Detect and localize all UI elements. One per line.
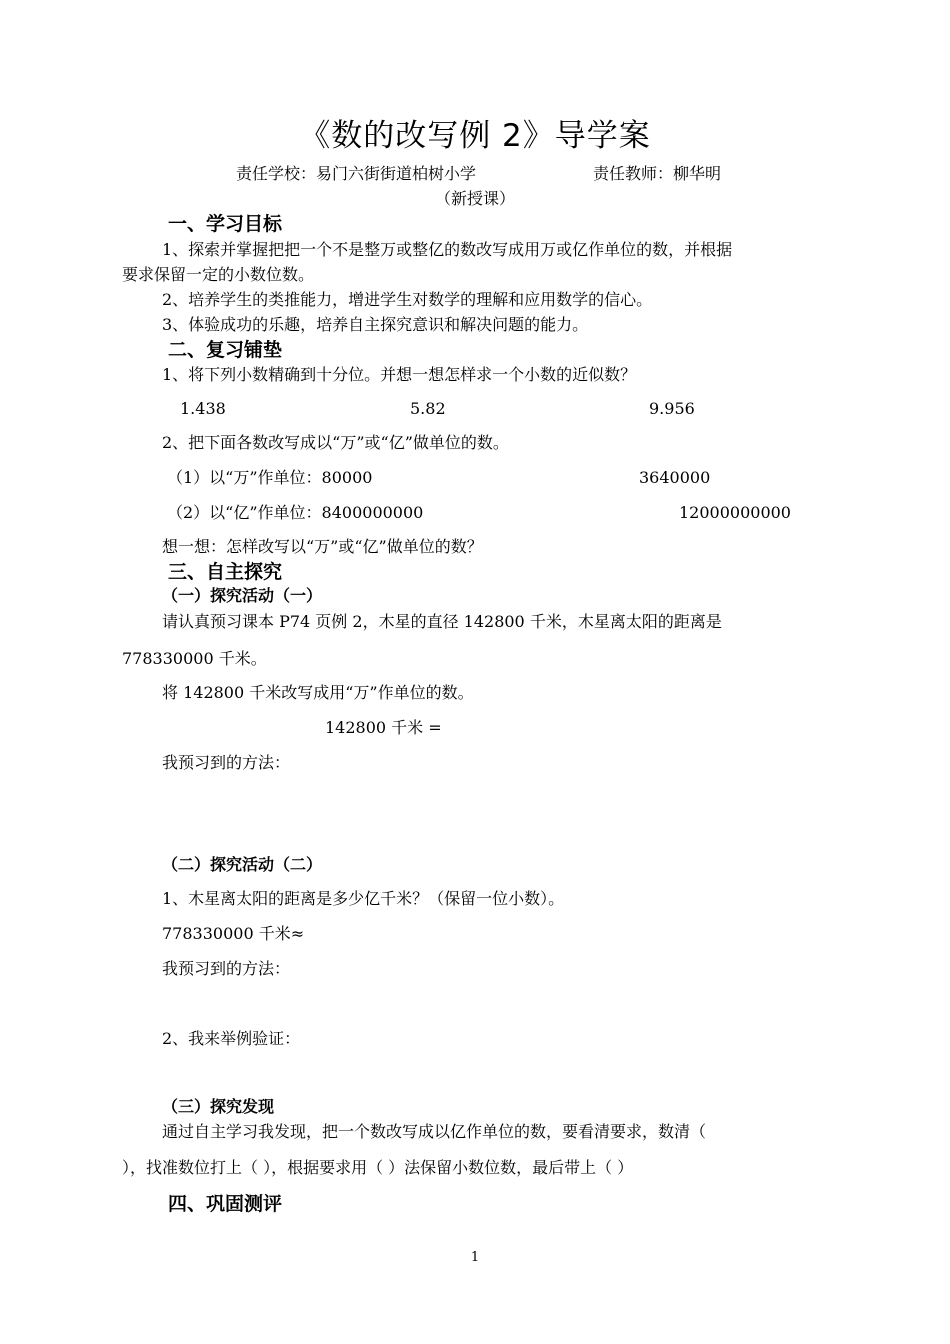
school-info: 责任学校：易门六街街道柏树小学	[236, 164, 477, 183]
page-number: 1	[470, 1250, 480, 1265]
goal-1-cont: 要求保留一定的小数位数。	[122, 265, 315, 284]
section-heading-assessment: 四、巩固测评	[168, 1193, 283, 1215]
activity-1-task: 将 142800 千米改写成用“万”作单位的数。	[162, 683, 474, 702]
activity-1-heading: （一）探究活动（一）	[162, 586, 323, 605]
activity-2-method: 我预习到的方法：	[162, 959, 291, 978]
section-heading-review: 二、复习铺垫	[168, 339, 283, 361]
activity-3-text: 通过自主学习我发现，把一个数改写成以亿作单位的数，要看清要求，数清（	[162, 1122, 707, 1141]
activity-1-method: 我预习到的方法：	[162, 753, 291, 772]
activity-2-question-1: 1、木星离太阳的距离是多少亿千米？（保留一位小数）。	[162, 889, 565, 908]
yi-row-value: 12000000000	[679, 503, 791, 522]
think-question: 想一想：怎样改写以“万”或“亿”做单位的数？	[162, 537, 483, 556]
review-question-1: 1、将下列小数精确到十分位。并想一想怎样求一个小数的近似数？	[162, 365, 637, 384]
activity-1-text: 请认真预习课本 P74 页例 2，木星的直径 142800 千米，木星离太阳的距离是	[162, 612, 722, 631]
activity-1-equation: 142800 千米 =	[325, 718, 442, 737]
decimal-3: 9.956	[649, 399, 695, 418]
activity-3-text-cont: ），找准数位打上（ ），根据要求用（ ）法保留小数位数，最后带上（ ）	[122, 1158, 634, 1177]
page-title: 《数的改写例 2》导学案	[299, 118, 651, 154]
activity-1-text-cont: 778330000 千米。	[122, 649, 267, 668]
yi-row-label: （2）以“亿”作单位：8400000000	[167, 503, 424, 522]
wan-row-label: （1）以“万”作单位：80000	[167, 468, 373, 487]
goal-2: 2、培养学生的类推能力，增进学生对数学的理解和应用数学的信心。	[162, 290, 653, 309]
wan-row-value: 3640000	[639, 468, 711, 487]
goal-3: 3、体验成功的乐趣，培养自主探究意识和解决问题的能力。	[162, 315, 589, 334]
lesson-type: （新授课）	[434, 189, 515, 208]
goal-1: 1、探索并掌握把把一个不是整万或整亿的数改写成用万或亿作单位的数，并根据	[162, 240, 733, 259]
decimal-1: 1.438	[180, 399, 226, 418]
review-question-2: 2、把下面各数改写成以“万”或“亿”做单位的数。	[162, 433, 509, 452]
activity-2-heading: （二）探究活动（二）	[162, 855, 323, 874]
section-heading-explore: 三、自主探究	[168, 561, 283, 583]
activity-2-equation: 778330000 千米≈	[162, 924, 305, 943]
activity-3-heading: （三）探究发现	[162, 1097, 275, 1116]
decimal-2: 5.82	[410, 399, 446, 418]
section-heading-goals: 一、学习目标	[168, 213, 283, 235]
teacher-info: 责任教师：柳华明	[593, 164, 722, 183]
activity-2-question-2: 2、我来举例验证：	[162, 1029, 301, 1048]
